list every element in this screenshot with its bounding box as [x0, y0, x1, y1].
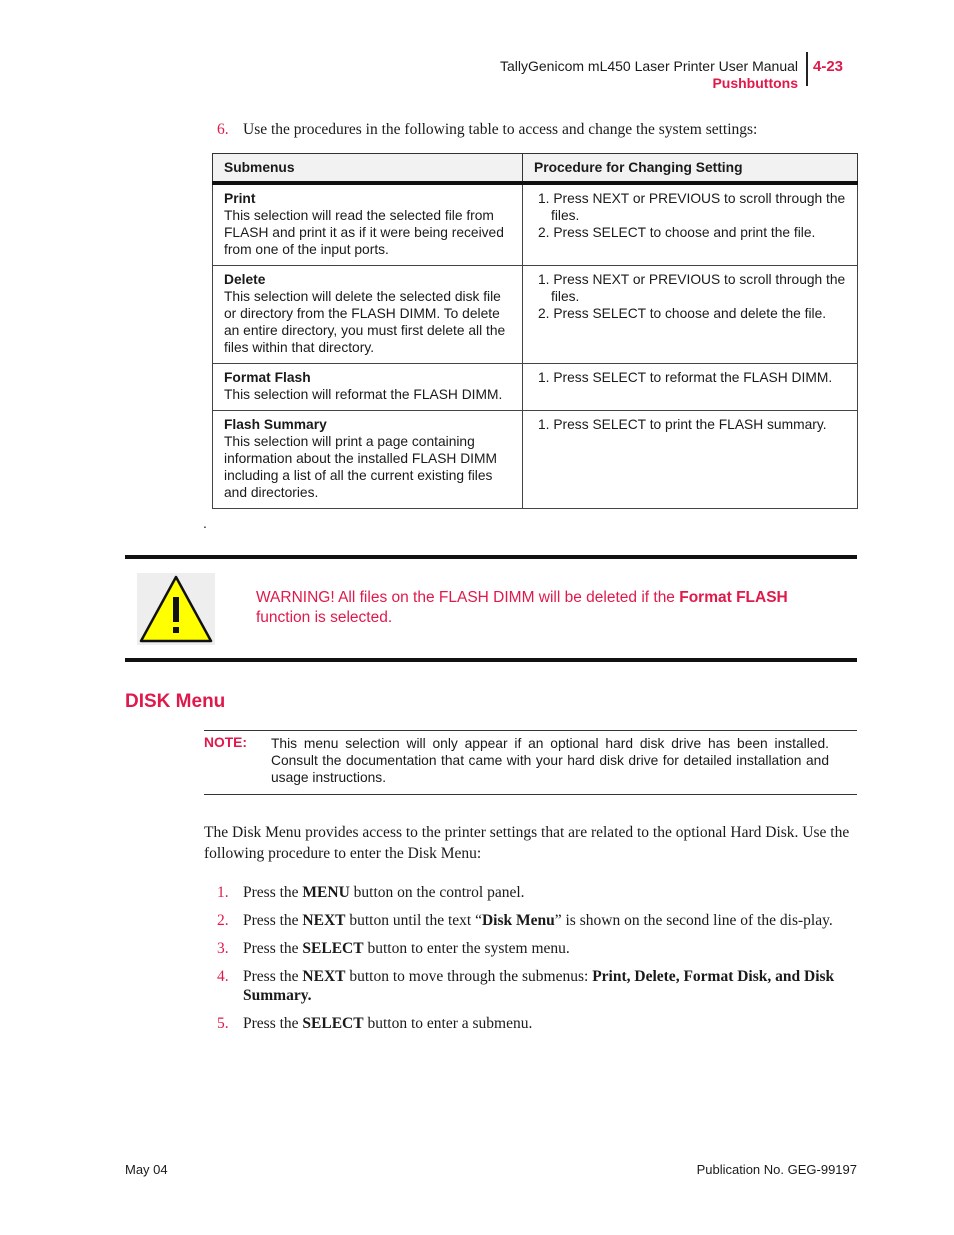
procedure-step: 2. Press SELECT to choose and delete the file. — [538, 306, 827, 321]
header-submenus: Submenus — [213, 154, 523, 184]
step-number: 1. — [217, 884, 229, 901]
submenu-title: Format Flash — [224, 370, 311, 385]
submenu-title: Delete — [224, 272, 266, 287]
procedure-step: 1. Press NEXT or PREVIOUS to scroll through the files. — [538, 272, 846, 304]
step-text: button on the control panel. — [349, 884, 525, 901]
note-label: NOTE: — [204, 735, 247, 750]
warning-triangle-icon — [137, 573, 215, 645]
step-6-number: 6. — [217, 121, 229, 138]
step-bold-text: SELECT — [302, 940, 364, 957]
table-row — [213, 364, 858, 411]
disk-menu-intro: The Disk Menu provides access to the printer settings that are related to the optional Hard Disk. Use the following procedure to enter the Disk Menu: — [204, 824, 850, 862]
step-number: 2. — [217, 912, 229, 929]
step-text: Press the — [243, 912, 303, 929]
step-text: Press the — [243, 884, 303, 901]
step-number: 4. — [217, 968, 229, 985]
procedure-step: 1. Press SELECT to print the FLASH summary. — [538, 417, 827, 432]
step-text: ” is shown on the second line of the dis-play. — [554, 912, 833, 929]
list-item — [217, 883, 857, 902]
table-row — [213, 266, 858, 364]
step-6-text: Use the procedures in the following table to access and change the system settings: — [243, 121, 758, 138]
step-bold-text: NEXT — [302, 912, 346, 929]
procedure-step: 1. Press SELECT to reformat the FLASH DIMM. — [538, 370, 833, 385]
procedure-list — [538, 416, 846, 433]
submenu-cell — [213, 411, 523, 509]
page-number: 4-23 — [813, 58, 844, 75]
submenu-description: This selection will read the selected file from FLASH and print it as if it were being received from one of the input ports. — [224, 208, 504, 257]
procedure-cell — [523, 364, 858, 411]
submenu-cell — [213, 183, 523, 266]
section-title: Pushbuttons — [712, 75, 798, 91]
footer-date: May 04 — [125, 1162, 168, 1177]
procedure-cell — [523, 411, 858, 509]
step-bold-text: Print, Delete, Format Disk, and Disk Summary. — [243, 968, 835, 1004]
warning-text — [256, 588, 846, 628]
procedure-list — [538, 369, 846, 386]
table-row — [213, 411, 858, 509]
note-text: This menu selection will only appear if an optional hard disk drive has been installed. Consult the documentation that came with your hard disk drive for detailed installation and usage instructions. — [271, 736, 829, 785]
procedure-list — [538, 190, 846, 241]
warning-suffix: function is selected. — [256, 609, 393, 626]
note-bottom-rule — [204, 794, 857, 795]
step-bold-text: MENU — [302, 884, 350, 901]
list-item — [217, 967, 857, 1005]
table-row — [213, 183, 858, 266]
step-6 — [217, 121, 857, 139]
procedure-step: 2. Press SELECT to choose and print the file. — [538, 225, 816, 240]
step-text: button to enter a submenu. — [363, 1015, 533, 1032]
submenu-description: This selection will delete the selected disk file or directory from the FLASH DIMM. To delete an entire directory, you must first delete all the files within that directory. — [224, 289, 506, 355]
step-number: 3. — [217, 940, 229, 957]
list-item — [217, 911, 857, 930]
list-item — [217, 939, 857, 958]
step-text: Press the — [243, 1015, 303, 1032]
step-bold-text: SELECT — [302, 1015, 364, 1032]
warning-top-rule — [125, 555, 857, 559]
footer-publication: Publication No. GEG-99197 — [696, 1162, 857, 1177]
running-header — [500, 58, 798, 92]
header-divider — [806, 52, 808, 86]
disk-menu-steps — [217, 883, 857, 1042]
procedure-cell — [523, 183, 858, 266]
step-text: Press the — [243, 940, 303, 957]
step-text: Press the — [243, 968, 303, 985]
stray-period: . — [203, 515, 207, 531]
warning-prefix: WARNING! All files on the FLASH DIMM will be deleted if the — [256, 589, 680, 606]
submenu-title: Print — [224, 191, 256, 206]
step-bold-text: NEXT — [302, 968, 346, 985]
step-text: button to move through the submenus: — [345, 968, 593, 985]
procedure-cell — [523, 266, 858, 364]
manual-title: TallyGenicom mL450 Laser Printer User Manual — [499, 58, 798, 74]
submenu-description: This selection will print a page containing information about the installed FLASH DIMM including a list of all the current existing files and directories. — [224, 434, 497, 500]
warning-bottom-rule — [125, 658, 857, 662]
submenu-title: Flash Summary — [224, 417, 327, 432]
procedure-list — [538, 271, 846, 322]
step-text: button to enter the system menu. — [363, 940, 570, 957]
submenu-table — [212, 153, 858, 509]
table-header-row — [213, 154, 858, 184]
header-procedure: Procedure for Changing Setting — [523, 154, 858, 184]
warning-bold: Format FLASH — [679, 589, 788, 606]
note-top-rule — [204, 730, 857, 731]
disk-menu-heading: DISK Menu — [125, 691, 226, 712]
list-item — [217, 1014, 857, 1033]
step-bold-text: Disk Menu — [481, 912, 555, 929]
submenu-cell — [213, 364, 523, 411]
step-text: button until the text “ — [345, 912, 482, 929]
submenu-description: This selection will reformat the FLASH DIMM. — [224, 387, 503, 402]
submenu-cell — [213, 266, 523, 364]
procedure-step: 1. Press NEXT or PREVIOUS to scroll through the files. — [538, 191, 846, 223]
step-number: 5. — [217, 1015, 229, 1032]
